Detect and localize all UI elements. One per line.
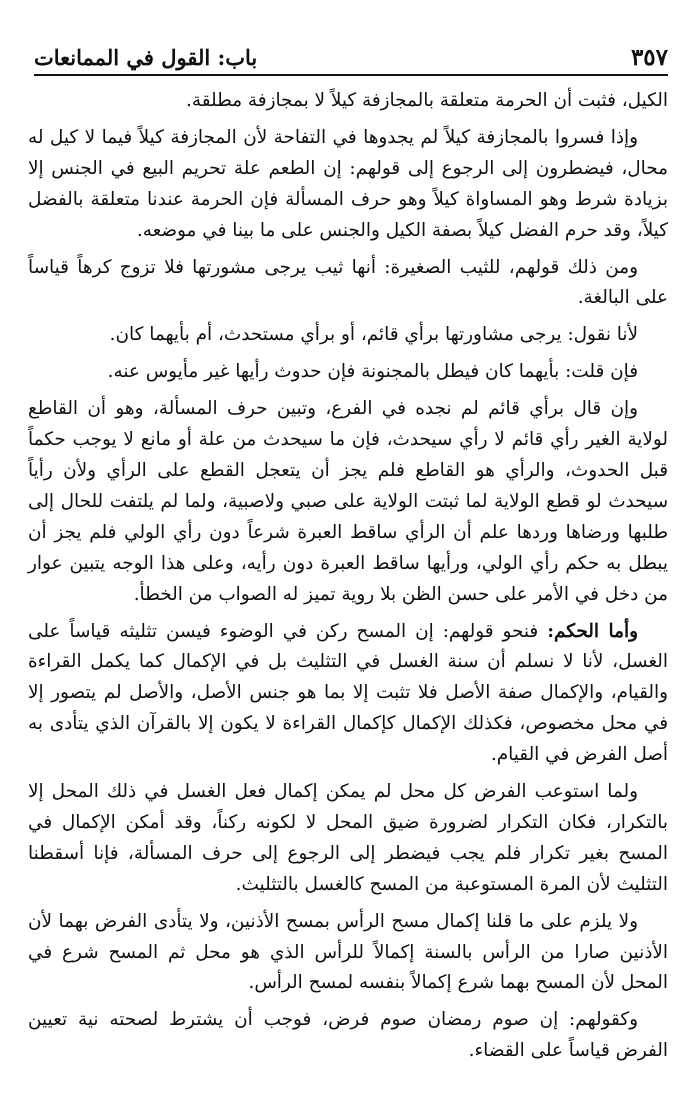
paragraph [28, 617, 668, 772]
paragraph [28, 253, 668, 315]
paragraph-text: لأنا نقول: يرجى مشاورتها برأي قائم، أو برأي مستحدث، أم بأيهما كان. [109, 324, 638, 346]
chapter-title: باب: القول في الممانعات [34, 44, 258, 70]
paragraph-text: وإذا فسروا بالمجازفة كيلاً لم يجدوها في التفاحة لأن المجازفة كيلاً فيما لا كيل له محال، فيضطرون إلى الرجوع إلى قولهم: إن الطعم علة تحريم البيع في الجنس إلا بزيادة شرط وهو المساواة كيلاً وهو حرف المسألة فإن الحرمة عندنا متعلقة بالفضل كيلاً، وقد حرم الفضل كيلاً بصفة الكيل والجنس على ما بينا في موضعه. [28, 126, 668, 241]
paragraph-text: وكقولهم: إن صوم رمضان صوم فرض، فوجب أن يشترط لصحته نية تعيين الفرض قياساً على القضاء. [28, 1009, 668, 1062]
paragraph [28, 86, 668, 117]
paragraph [28, 907, 668, 1000]
paragraph-text: فنحو قولهم: إن المسح ركن في الوضوء فيسن تثليثه قياساً على الغسل، لأنا لا نسلم أن سنة الغسل في التثليث بل في الإكمال كما يكمل القراءة والقيام، والإكمال صفة الأصل فلا تثبت إلا بما هو جنس الأصل، والأصل لم يتصور إلا في محل مخصوص، فكذلك الإكمال كإكمال القراءة لا يكون إلا بالقرآن الذي يتأدى به أصل الفرض في القيام. [28, 620, 668, 766]
paragraph [28, 357, 668, 388]
section-heading: وأما الحكم: [547, 620, 638, 642]
paragraph [28, 123, 668, 247]
paragraph-text: ومن ذلك قولهم، للثيب الصغيرة: أنها ثيب يرجى مشورتها فلا تزوج كرهاً قياساً على البالغة. [28, 256, 668, 309]
paragraph-text: الكيل، فثبت أن الحرمة متعلقة بالمجازفة كيلاً لا بمجازفة مطلقة. [186, 90, 668, 111]
paragraph-text: ولما استوعب الفرض كل محل لم يمكن إكمال فعل الغسل في ذلك المحل إلا بالتكرار، فكان التكرار لضرورة ضيق المحل لا لكونه ركناً، وقد أمكن الإكمال في المسح بغير تكرار فلم يجب فيضطر إلى الرجوع إلى حرف المسألة، فإنا أسقطنا التثليث لأن المرة المستوعبة من المسح كالغسل بالتثليث. [28, 781, 668, 895]
paragraph [28, 394, 668, 610]
page-body [20, 86, 680, 1067]
paragraph [28, 777, 668, 901]
paragraph-text: ولا يلزم على ما قلنا إكمال مسح الرأس بمسح الأذنين، ولا يتأدى الفرض بهما لأن الأذنين صارا من الرأس بالسنة إكمالاً للرأس الذي هو محل ثم المسح شرع في المحل لأن المسح بهما شرع إكمالاً بنفسه لمسح الرأس. [28, 910, 668, 994]
page-header [34, 40, 668, 76]
paragraph [28, 1005, 668, 1067]
paragraph-text: فإن قلت: بأيهما كان فيطل بالمجنونة فإن حدوث رأيها غير مأيوس عنه. [107, 361, 638, 383]
page-number: ٣٥٧ [630, 43, 668, 71]
paragraph [28, 320, 668, 351]
paragraph-text: وإن قال برأي قائم لم نجده في الفرع، وتبين حرف المسألة، وهو أن القاطع لولاية الغير رأي قائم لا رأي سيحدث، فإن ما سيحدث من علة أو مانع لا يوجب حكماً قبل الحدوث، والرأي هو القاطع فلم يجز أن يتعجل القطع على الرأي ولأن رأياً سيحدث لو قطع الولاية لما ثبتت الولاية على صبي ولاصبية، ولما لم يلتفت للحال إلى طلبها ورضاها وردها علم أن الرأي ساقط العبرة شرعاً دون رأي الولي فلم يجز أن يبطل به حكم رأي الولي، ورأيها ساقط العبرة دون رأيه، وعلى هذا الوجه يتبين عوار من دخل في الأمر على حسن الظن بلا روية تميز له الصواب من الخطأ. [28, 398, 668, 605]
